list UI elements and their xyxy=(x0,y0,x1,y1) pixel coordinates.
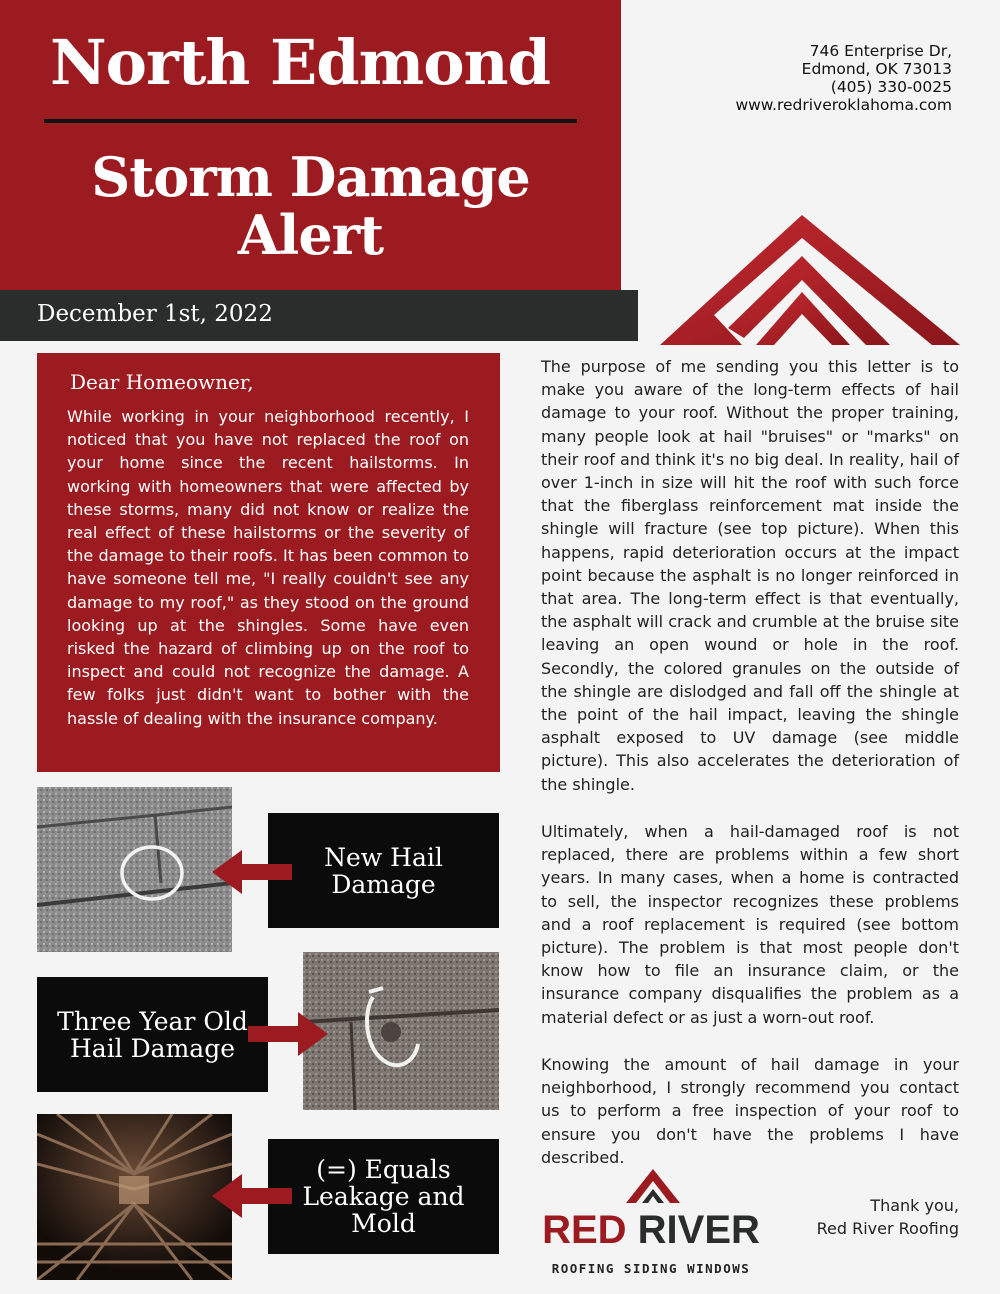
address-website: www.redriveroklahoma.com xyxy=(735,96,952,114)
paragraph-recommendation: Knowing the amount of hail damage in your neighborhood, I strongly recommend you contact us to perform a free inspection of your roof to ensure you don't have the problems I have described. xyxy=(541,1055,959,1167)
roof-graphic-icon xyxy=(660,210,960,345)
red-river-logo xyxy=(540,1163,762,1283)
date-text: December 1st, 2022 xyxy=(37,301,273,327)
arrow-left-icon xyxy=(212,850,292,894)
three-year-hail-damage-photo xyxy=(303,952,499,1110)
label-equals-leakage-mold xyxy=(268,1139,499,1254)
title-line-alert: Alert xyxy=(237,203,384,267)
title-line-storm-damage: Storm Damage xyxy=(91,145,530,209)
address-phone: (405) 330-0025 xyxy=(830,78,952,96)
paragraph-purpose: The purpose of me sending you this letter is to make you aware of the long-term effects of hail damage to your roof. Without the proper training, many people look at hail "bruises" or "marks" on their roof and think it's no big deal. In reality, hail of over 1-inch in size will hit the roof with such force that the fiberglass reinforcement mat inside the shingle will fracture (see top picture). When this happens, rapid deterioration occurs at the impact point because the asphalt is no longer reinforced in that area. The long-term effect is that eventually, the asphalt will crack and crumble at the bruise site leaving an open wound or hole in the roof. Secondly, the colored granules on the outside of the shingle are dislodged and fall off the shingle at the point of the hail impact, leaving the shingle asphalt exposed to UV damage (see middle picture). This also accelerates the deterioration of the shingle. xyxy=(541,357,959,794)
logo-wordmark xyxy=(540,1208,762,1253)
arrow-right-icon xyxy=(248,1012,328,1056)
closing-signature: Red River Roofing xyxy=(816,1219,959,1238)
company-address xyxy=(735,42,952,114)
title-north-edmond: North Edmond xyxy=(50,26,550,99)
address-city: Edmond, OK 73013 xyxy=(801,60,952,78)
arrow-left-icon xyxy=(212,1174,292,1218)
label-three-year-hail-damage xyxy=(37,977,268,1092)
address-street: 746 Enterprise Dr, xyxy=(809,42,952,60)
label-equals-leakage-mold-text: (=) Equals Leakage and Mold xyxy=(302,1155,465,1238)
label-three-year-hail-damage-text: Three Year Old Hail Damage xyxy=(57,1006,248,1063)
logo-roof-icon xyxy=(626,1165,680,1205)
title-storm-damage-alert xyxy=(0,145,621,267)
label-new-hail-damage xyxy=(268,813,499,928)
logo-word-river: RIVER xyxy=(637,1208,760,1252)
letter-greeting: Dear Homeowner, xyxy=(70,370,254,394)
title-divider xyxy=(44,119,577,123)
closing-thank-you: Thank you, xyxy=(870,1196,959,1215)
letter-box xyxy=(37,353,500,772)
letter-body: While working in your neighborhood recently, I noticed that you have not replaced the roof on your home since the recent hailstorms. In working with homeowners that were affected by these storms, many did not know or realize the real effect of these hailstorms or the severity of the damage to their roofs. It has been common to have someone tell me, "I really couldn't see any damage to my roof," as they stood on the ground looking up at the shingles. Some have even risked the hazard of climbing up on the roof to inspect and could not recognize the damage. A few folks just didn't want to bother with the hassle of dealing with the insurance company. xyxy=(67,407,469,728)
new-hail-damage-photo xyxy=(37,787,232,952)
attic-leakage-photo xyxy=(37,1114,232,1280)
logo-tagline: ROOFING SIDING WINDOWS xyxy=(551,1261,751,1276)
closing xyxy=(817,1194,959,1240)
logo-word-red: RED xyxy=(542,1208,627,1252)
paragraph-ultimately: Ultimately, when a hail-damaged roof is not replaced, there are problems within a few short years. In many cases, when a home is contracted to sell, the inspector recognizes these problems and a roof replacement is required (see bottom picture). The problem is that most people don't know how to file an insurance claim, or the insurance company disqualifies the problem as a material defect or as just a worn-out roof. xyxy=(541,822,959,1027)
label-new-hail-damage-text: New Hail Damage xyxy=(324,842,443,899)
